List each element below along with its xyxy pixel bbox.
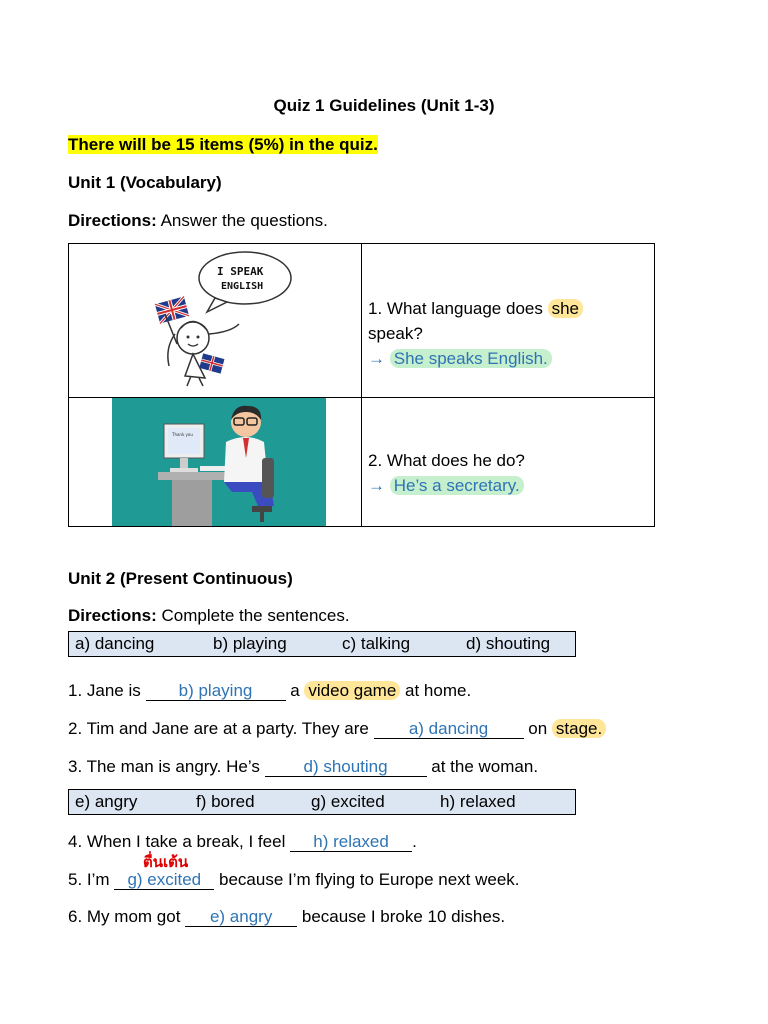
screen-text: Thank you xyxy=(172,432,193,437)
highlight-video-game: video game xyxy=(304,681,400,700)
highlight-she: she xyxy=(548,299,583,318)
secretary-illustration xyxy=(112,398,326,526)
answer-blank-3: d) shouting xyxy=(265,758,427,777)
speech-text-2: ENGLISH xyxy=(221,281,264,292)
highlight-stage: stage. xyxy=(552,719,606,738)
directions-label: Directions: xyxy=(68,606,157,625)
question-cell-2 xyxy=(362,398,655,527)
question-1-line2: speak? xyxy=(368,324,423,343)
directions-text: Answer the questions. xyxy=(156,211,328,230)
answer-blank-4: h) relaxed xyxy=(290,833,412,852)
uk-flag-icon-2 xyxy=(199,353,224,373)
sentence-6: 6. My mom got e) angry because I broke 10 dishes. xyxy=(68,907,506,926)
sentence-5: 5. I’m g) excited because I’m flying to Europe next week. xyxy=(68,870,520,889)
answer-blank-2: a) dancing xyxy=(374,720,524,739)
answer-blank-5: g) excited xyxy=(114,871,214,890)
option-f: f) bored xyxy=(196,792,255,811)
unit2-heading: Unit 2 (Present Continuous) xyxy=(68,569,293,588)
arrow-right-icon: → xyxy=(368,349,385,368)
option-b: b) playing xyxy=(213,634,287,653)
speech-text-1: I SPEAK xyxy=(217,265,264,278)
word-bank-2 xyxy=(68,789,576,815)
question-2: 2. What does he do? xyxy=(368,451,525,470)
answer-blank-6: e) angry xyxy=(185,908,297,927)
image-cell-2 xyxy=(69,398,362,527)
directions-label: Directions: xyxy=(68,211,157,230)
word-bank-1 xyxy=(68,631,576,657)
notice-text: There will be 15 items (5%) in the quiz. xyxy=(68,135,378,154)
option-e: e) angry xyxy=(75,792,138,811)
unit1-heading: Unit 1 (Vocabulary) xyxy=(68,173,222,192)
question-cell-1 xyxy=(362,244,655,398)
option-c: c) talking xyxy=(342,634,411,653)
answer-blank-1: b) playing xyxy=(146,682,286,701)
directions-text: Complete the sentences. xyxy=(156,606,350,625)
sentence-2: 2. Tim and Jane are at a party. They are a) dancing on stage. xyxy=(68,718,606,740)
unit1-directions xyxy=(68,210,328,232)
answer-1: → She speaks English. xyxy=(368,346,654,371)
question-1: 1. What language does she xyxy=(368,296,654,321)
sentence-4: 4. When I take a break, I feel h) relaxed . xyxy=(68,832,417,851)
handwritten-thai-note: ตื่นเต้น xyxy=(143,854,189,871)
arrow-right-icon: → xyxy=(368,476,385,495)
quiz-notice xyxy=(68,134,378,156)
option-h: h) relaxed xyxy=(440,792,516,811)
sentence-3: 3. The man is angry. He’s d) shouting at the woman. xyxy=(68,757,539,776)
answer-2: → He’s a secretary. xyxy=(368,473,654,498)
page-title: Quiz 1 Guidelines (Unit 1-3) xyxy=(273,96,495,115)
uk-flag-icon-1 xyxy=(155,296,189,323)
sentence-1: 1. Jane is b) playing a video game at home. xyxy=(68,681,472,700)
girl-speak-english-illustration xyxy=(135,248,295,388)
option-d: d) shouting xyxy=(466,634,551,653)
unit2-directions xyxy=(68,605,350,627)
option-a: a) dancing xyxy=(75,634,155,653)
question-table xyxy=(68,243,655,527)
image-cell-1 xyxy=(69,244,362,398)
option-g: g) excited xyxy=(311,792,385,811)
